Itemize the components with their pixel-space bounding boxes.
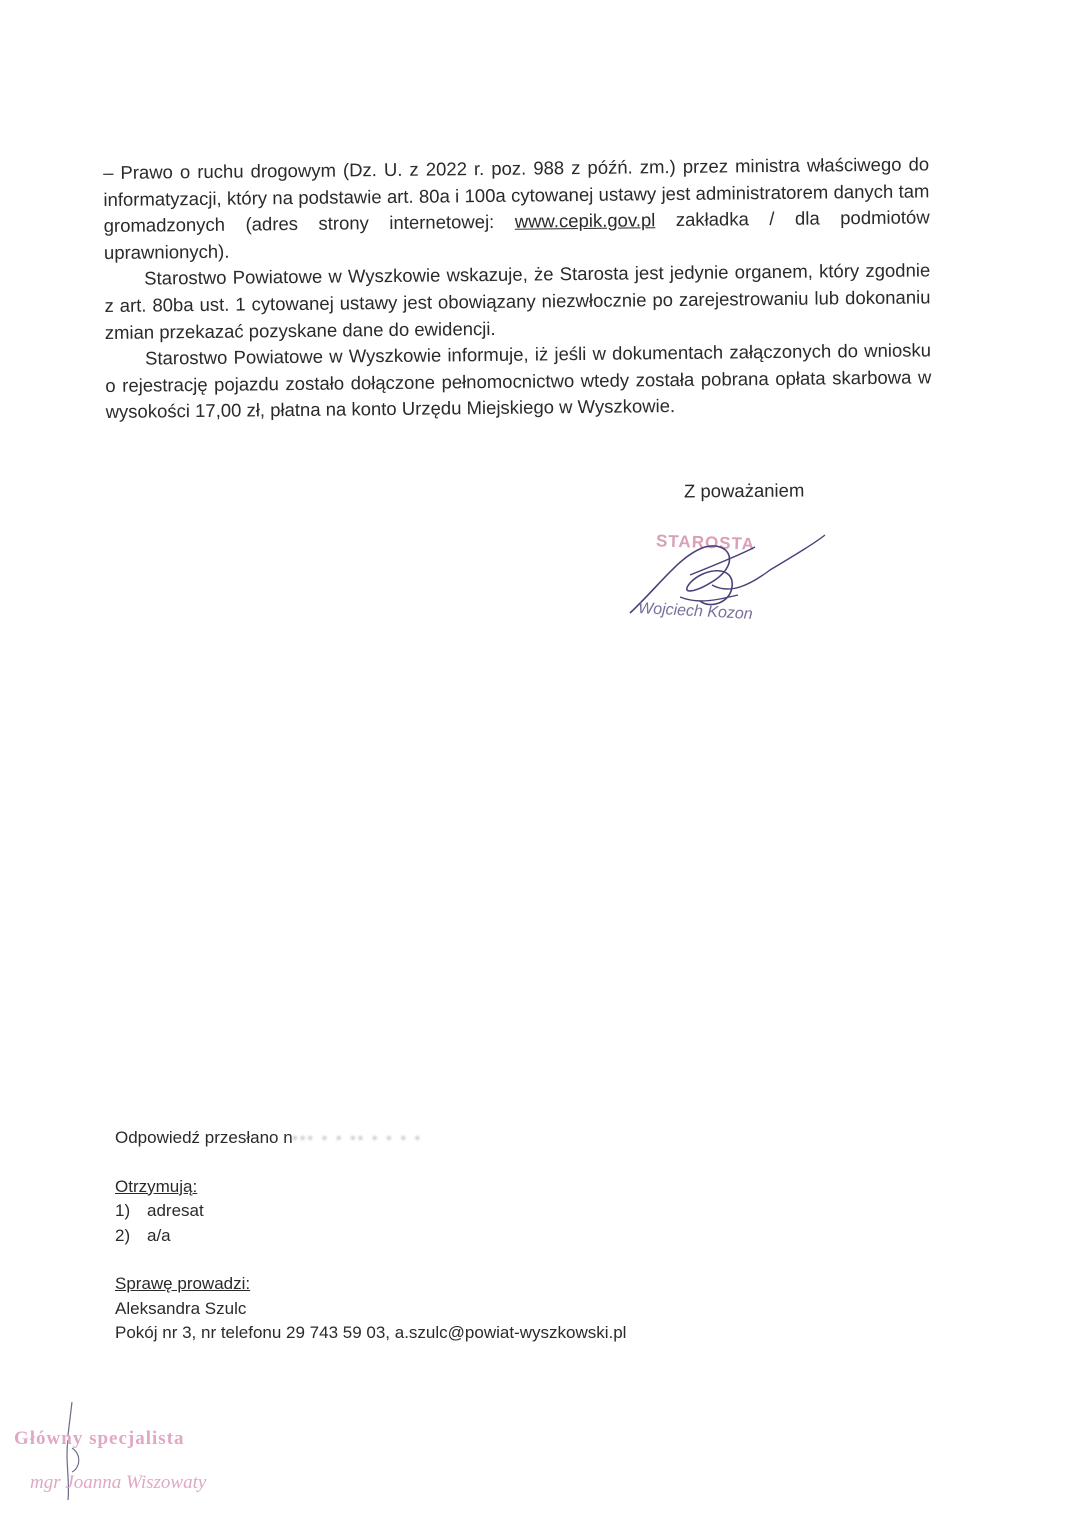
list-text: a/a [147,1225,171,1245]
footer-info [115,1126,815,1346]
closing-salutation: Z poważaniem [683,479,805,502]
redacted-address-icon: ▪▪▪ ▪ ▪ ▪▪ ▪ ▪ ▪ ▪ [292,1130,423,1146]
specialist-stamp [10,1400,250,1510]
letter-body [103,151,932,426]
paragraph-3: Starostwo Powiatowe w Wyszkowie informuje, iż jeśli w dokumentach załączonych do wniosku o rejestrację pojazdu zostało dołączone pełnomocnictwo wtedy została pobrana opłata skarbowa w wysokości 17,00 zł, płatna na konto Urzędu Miejskiego w Wyszkowie. [105,339,932,423]
paragraph-1 [103,151,930,266]
paragraph-2: Starostwo Powiatowe w Wyszkowie wskazuje, że Starosta jest jedynie organem, który zgodnie z art. 80ba ust. 1 cytowanej ustawy jest obowiązany niezwłocznie po zarejestrowaniu lub dokonaniu zmian przekazać pozyskane dane do ewidencji. [104,259,931,343]
list-item [115,1224,815,1249]
handler-label: Sprawę prowadzi: [115,1274,251,1294]
list-number: 1) [115,1201,131,1221]
handler-name: Aleksandra Szulc [115,1298,247,1318]
list-item [115,1199,815,1224]
specialist-title: Główny specjalista [14,1428,185,1449]
paragraph-1-text-end: zakładka / dla podmiotów uprawnionych). [103,206,930,263]
recipients-label: Otrzymują: [115,1176,198,1196]
list-text: adresat [147,1201,204,1221]
sent-info [115,1126,815,1151]
paragraph-1-text-start: – Prawo o ruchu drogowym (Dz. U. z 2022 r. poz. 988 z późń. zm.) przez ministra właściwego do informatyzacji, który na podstawie art. 80a i 100a cytowanej ustawy jest administratorem danych tam gromadzonych (adres strony internetowej: [103,153,930,237]
sent-label: Odpowiedź przesłano n [115,1128,293,1147]
cepik-link[interactable]: www.cepik.gov.pl [514,209,656,232]
list-number: 2) [115,1225,131,1245]
starosta-signature-stamp [620,525,850,635]
handler-contact: Pokój nr 3, nr telefonu 29 743 59 03, a.szulc@powiat-wyszkowski.pl [115,1323,627,1343]
stamp-name: Wojciech Kozon [637,600,754,623]
stamp-title: STAROSTA [655,531,756,554]
specialist-name: mgr Joanna Wiszowaty [30,1472,207,1493]
